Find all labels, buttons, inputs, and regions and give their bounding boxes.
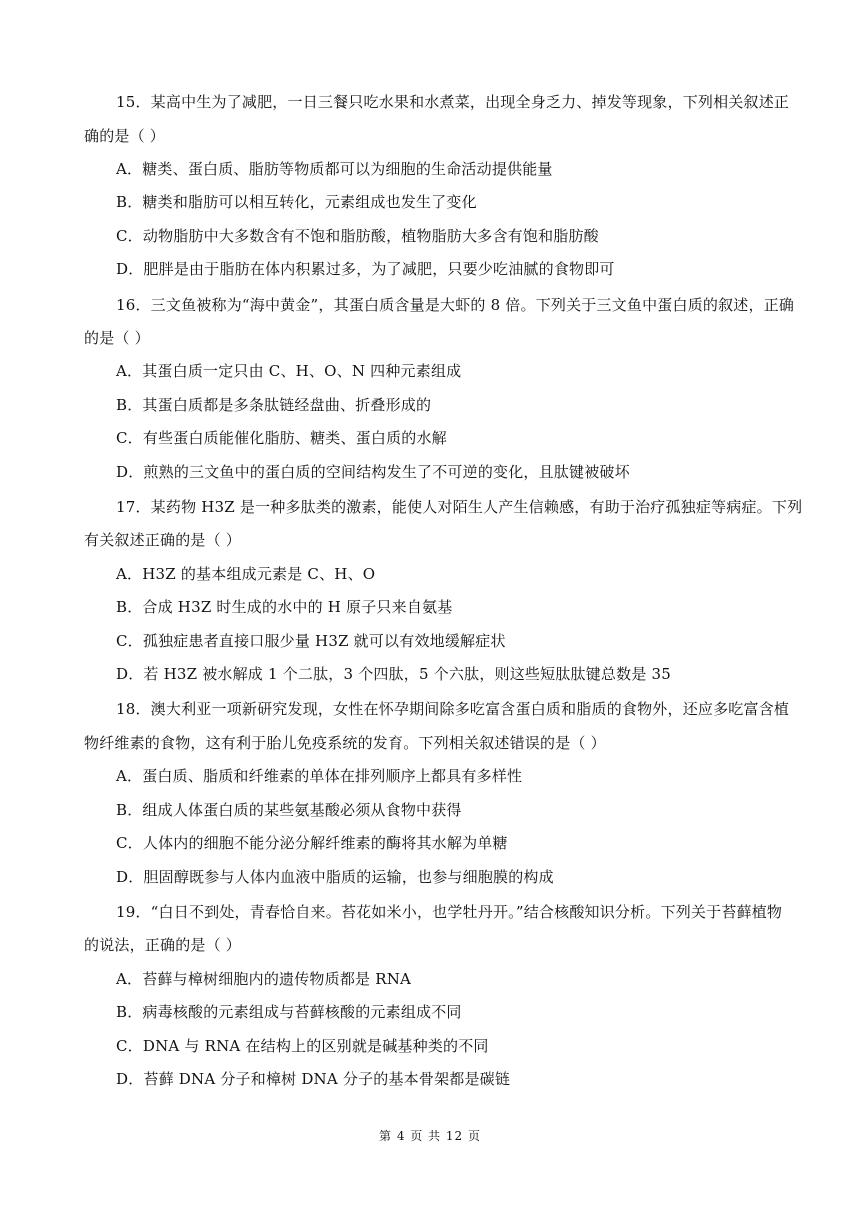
question-19-option-b: B．病毒核酸的元素组成与苔藓核酸的元素组成不同 [116, 1003, 462, 1021]
question-19-option-c: C．DNA 与 RNA 在结构上的区别就是碱基种类的不同 [116, 1037, 489, 1055]
question-17-option-b: B．合成 H3Z 时生成的水中的 H 原子只来自氨基 [116, 598, 453, 616]
question-18-option-a: A．蛋白质、脂质和纤维素的单体在排列顺序上都具有多样性 [116, 767, 523, 785]
question-17-option-d: D．若 H3Z 被水解成 1 个二肽，3 个四肽，5 个六肽，则这些短肽肽键总数是 35 [116, 665, 671, 683]
question-17-stem-line2: 有关叙述正确的是（ ） [84, 531, 241, 549]
question-15-option-b: B．糖类和脂肪可以相互转化，元素组成也发生了变化 [116, 193, 477, 211]
question-16-stem-line1: 16．三文鱼被称为“海中黄金”，其蛋白质含量是大虾的 8 倍。下列关于三文鱼中蛋白质的叙述，正确 [116, 296, 795, 314]
question-16-option-a: A．其蛋白质一定只由 C、H、O、N 四种元素组成 [116, 362, 462, 380]
question-15-stem-line2: 确的是（ ） [84, 127, 165, 145]
question-16-option-b: B．其蛋白质都是多条肽链经盘曲、折叠形成的 [116, 396, 432, 414]
question-18-stem-line1: 18．澳大利亚一项新研究发现，女性在怀孕期间除多吃富含蛋白质和脂质的食物外，还应多吃富含植 [116, 700, 790, 718]
question-16-option-d: D．煎熟的三文鱼中的蛋白质的空间结构发生了不可逆的变化，且肽键被破坏 [116, 463, 630, 481]
question-15-option-a: A．糖类、蛋白质、脂肪等物质都可以为细胞的生命活动提供能量 [116, 160, 553, 178]
question-18-option-b: B．组成人体蛋白质的某些氨基酸必须从食物中获得 [116, 801, 462, 819]
question-15-option-d: D．肥胖是由于脂肪在体内积累过多，为了减肥，只要少吃油腻的食物即可 [116, 260, 615, 278]
question-17-option-a: A．H3Z 的基本组成元素是 C、H、O [116, 565, 376, 583]
question-18-option-d: D．胆固醇既参与人体内血液中脂质的运输，也参与细胞膜的构成 [116, 868, 554, 886]
question-19-stem-line2: 的说法，正确的是（ ） [84, 936, 241, 954]
question-15-option-c: C．动物脂肪中大多数含有不饱和脂肪酸，植物脂肪大多含有饱和脂肪酸 [116, 227, 599, 245]
question-16-option-c: C．有些蛋白质能催化脂肪、糖类、蛋白质的水解 [116, 429, 447, 447]
question-16-stem-line2: 的是（ ） [84, 329, 150, 347]
question-18-stem-line2: 物纤维素的食物，这有利于胎儿免疫系统的发育。下列相关叙述错误的是（ ） [84, 734, 606, 752]
question-19-option-a: A．苔藓与樟树细胞内的遗传物质都是 RNA [116, 970, 412, 988]
question-19-option-d: D．苔藓 DNA 分子和樟树 DNA 分子的基本骨架都是碳链 [116, 1070, 511, 1088]
question-18-option-c: C．人体内的细胞不能分泌分解纤维素的酶将其水解为单糖 [116, 834, 508, 852]
question-19-stem-line1: 19．“白日不到处，青春恰自来。苔花如米小，也学牡丹开。”结合核酸知识分析。下列关于苔藓植物 [116, 903, 783, 921]
page-number-footer: 第 4 页 共 12 页 [379, 1129, 481, 1143]
question-17-stem-line1: 17．某药物 H3Z 是一种多肽类的激素，能使人对陌生人产生信赖感，有助于治疗孤独症等病症。下列 [116, 498, 803, 516]
question-15-stem-line1: 15．某高中生为了减肥，一日三餐只吃水果和水煮菜，出现全身乏力、掉发等现象，下列相关叙述正 [116, 93, 790, 111]
question-17-option-c: C．孤独症患者直接口服少量 H3Z 就可以有效地缓解症状 [116, 632, 506, 650]
